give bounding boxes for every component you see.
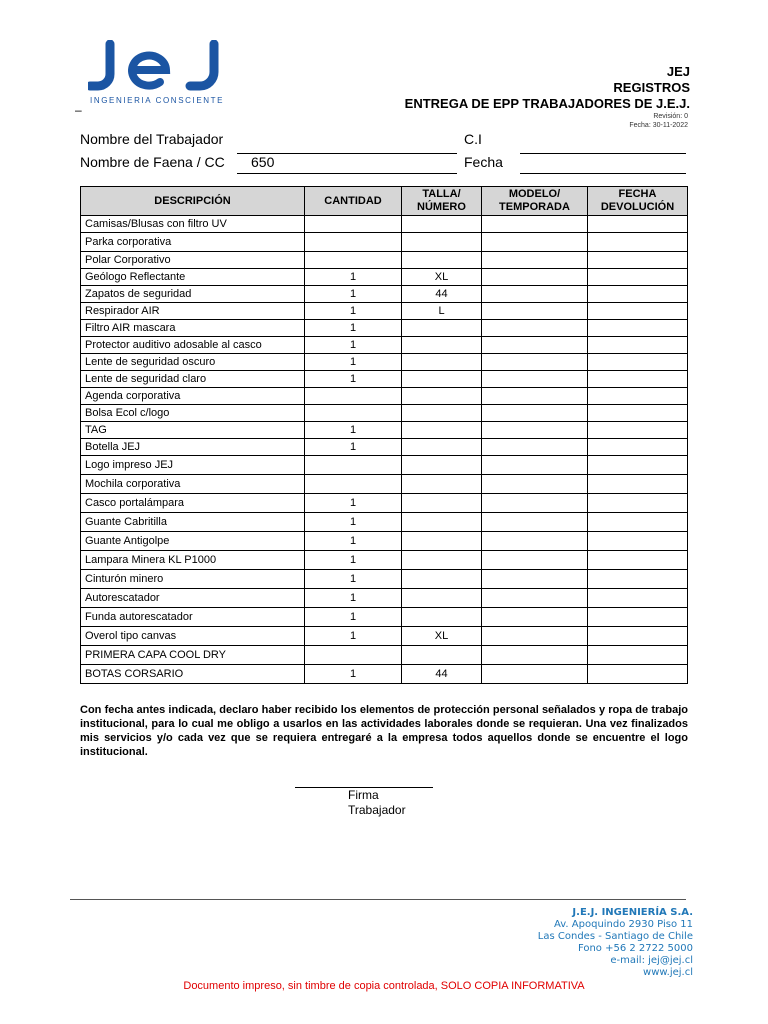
cell-fecha-devolucion[interactable]	[588, 513, 688, 532]
cell-modelo[interactable]	[482, 269, 588, 286]
table-row	[81, 252, 688, 269]
cell-talla[interactable]	[402, 513, 482, 532]
cell-cantidad[interactable]	[305, 475, 402, 494]
table-row	[81, 216, 688, 233]
cell-fecha-devolucion[interactable]	[588, 456, 688, 475]
cell-talla[interactable]	[402, 532, 482, 551]
cell-descripcion: Bolsa Ecol c/logo	[81, 405, 305, 422]
cell-modelo[interactable]	[482, 494, 588, 513]
table-row	[81, 337, 688, 354]
table-row	[81, 405, 688, 422]
cell-descripcion: Filtro AIR mascara	[81, 320, 305, 337]
table-row	[81, 422, 688, 439]
cell-fecha-devolucion[interactable]	[588, 551, 688, 570]
cell-cantidad[interactable]: 1	[305, 439, 402, 456]
cell-descripcion: BOTAS CORSARIO	[81, 665, 305, 684]
cell-fecha-devolucion[interactable]	[588, 422, 688, 439]
cell-cantidad[interactable]	[305, 252, 402, 269]
cell-talla[interactable]: XL	[402, 627, 482, 646]
cell-talla[interactable]	[402, 422, 482, 439]
cell-modelo[interactable]	[482, 337, 588, 354]
revision-date: Fecha: 30-11-2022	[629, 122, 688, 129]
cell-cantidad[interactable]: 1	[305, 337, 402, 354]
cell-fecha-devolucion[interactable]	[588, 388, 688, 405]
cell-descripcion: Guante Cabritilla	[81, 513, 305, 532]
cell-modelo[interactable]	[482, 216, 588, 233]
col-header-talla: TALLA/ NÚMERO	[402, 187, 482, 216]
cell-cantidad[interactable]	[305, 646, 402, 665]
cell-talla[interactable]	[402, 354, 482, 371]
cell-cantidad[interactable]: 1	[305, 269, 402, 286]
table-row	[81, 608, 688, 627]
cell-fecha-devolucion[interactable]	[588, 646, 688, 665]
cell-fecha-devolucion[interactable]	[588, 371, 688, 388]
table-row	[81, 388, 688, 405]
cell-talla[interactable]	[402, 233, 482, 252]
table-row	[81, 320, 688, 337]
revision-number: Revisión: 0	[653, 113, 688, 120]
cell-talla[interactable]	[402, 371, 482, 388]
table-row	[81, 627, 688, 646]
cell-talla[interactable]	[402, 551, 482, 570]
col-header-fecha-devolucion: FECHA DEVOLUCIÓN	[588, 187, 688, 216]
footer-address-line1: Av. Apoquindo 2930 Piso 11	[554, 919, 693, 930]
cell-fecha-devolucion[interactable]	[588, 608, 688, 627]
cell-talla[interactable]: L	[402, 303, 482, 320]
cell-descripcion: Botella JEJ	[81, 439, 305, 456]
table-row	[81, 475, 688, 494]
footer-website[interactable]: www.jej.cl	[643, 967, 693, 978]
cell-talla[interactable]	[402, 405, 482, 422]
cell-fecha-devolucion[interactable]	[588, 216, 688, 233]
cell-descripcion: Funda autorescatador	[81, 608, 305, 627]
cell-cantidad[interactable]	[305, 456, 402, 475]
fecha-field[interactable]	[520, 173, 686, 174]
faena-field[interactable]	[237, 154, 457, 174]
cell-fecha-devolucion[interactable]	[588, 269, 688, 286]
table-row	[81, 570, 688, 589]
cell-descripcion: Lampara Minera KL P1000	[81, 551, 305, 570]
cell-fecha-devolucion[interactable]	[588, 494, 688, 513]
cell-modelo[interactable]	[482, 456, 588, 475]
table-row	[81, 646, 688, 665]
cell-fecha-devolucion[interactable]	[588, 439, 688, 456]
table-row	[81, 513, 688, 532]
cell-cantidad[interactable]: 1	[305, 371, 402, 388]
cell-cantidad[interactable]	[305, 233, 402, 252]
col-header-modelo: MODELO/ TEMPORADA	[482, 187, 588, 216]
cell-descripcion: Respirador AIR	[81, 303, 305, 320]
cell-descripcion: Protector auditivo adosable al casco	[81, 337, 305, 354]
cell-modelo[interactable]	[482, 513, 588, 532]
ci-label: C.I	[464, 131, 482, 147]
cell-talla[interactable]	[402, 337, 482, 354]
cell-talla[interactable]	[402, 216, 482, 233]
cell-fecha-devolucion[interactable]	[588, 475, 688, 494]
cell-modelo[interactable]	[482, 286, 588, 303]
table-row	[81, 269, 688, 286]
cell-cantidad[interactable]: 1	[305, 320, 402, 337]
table-row	[81, 439, 688, 456]
table-row	[81, 233, 688, 252]
cell-descripcion: Camisas/Blusas con filtro UV	[81, 216, 305, 233]
cell-talla[interactable]	[402, 570, 482, 589]
table-header-row	[81, 187, 688, 216]
table-row	[81, 532, 688, 551]
cell-talla[interactable]	[402, 608, 482, 627]
cell-descripcion: Guante Antigolpe	[81, 532, 305, 551]
cell-modelo[interactable]	[482, 354, 588, 371]
epp-table	[80, 186, 688, 684]
logo-tagline: INGENIERIA CONSCIENTE	[90, 96, 225, 105]
cell-modelo[interactable]	[482, 627, 588, 646]
col-header-descripcion: DESCRIPCIÓN	[81, 187, 305, 216]
cell-fecha-devolucion[interactable]	[588, 405, 688, 422]
cell-cantidad[interactable]: 1	[305, 494, 402, 513]
cell-fecha-devolucion[interactable]	[588, 589, 688, 608]
cell-descripcion: Lente de seguridad oscuro	[81, 354, 305, 371]
cell-modelo[interactable]	[482, 405, 588, 422]
footer-divider	[70, 899, 686, 900]
cell-descripcion: Lente de seguridad claro	[81, 371, 305, 388]
cell-fecha-devolucion[interactable]	[588, 570, 688, 589]
header-department: REGISTROS	[613, 80, 690, 95]
cell-talla[interactable]	[402, 252, 482, 269]
cell-cantidad[interactable]: 1	[305, 513, 402, 532]
cell-talla[interactable]	[402, 388, 482, 405]
cell-descripcion: Logo impreso JEJ	[81, 456, 305, 475]
footer-phone: Fono +56 2 2722 5000	[577, 943, 693, 954]
cell-talla[interactable]	[402, 494, 482, 513]
cell-talla[interactable]	[402, 646, 482, 665]
cell-talla[interactable]	[402, 456, 482, 475]
cell-modelo[interactable]	[482, 570, 588, 589]
footer-company: J.E.J. INGENIERÍA S.A.	[572, 907, 693, 918]
cell-fecha-devolucion[interactable]	[588, 233, 688, 252]
cell-fecha-devolucion[interactable]	[588, 627, 688, 646]
cell-talla[interactable]	[402, 475, 482, 494]
cell-descripcion: Cinturón minero	[81, 570, 305, 589]
cell-cantidad[interactable]: 1	[305, 589, 402, 608]
cell-fecha-devolucion[interactable]	[588, 252, 688, 269]
cell-talla[interactable]	[402, 320, 482, 337]
cell-modelo[interactable]	[482, 589, 588, 608]
cell-fecha-devolucion[interactable]	[588, 286, 688, 303]
table-row	[81, 371, 688, 388]
col-header-cantidad: CANTIDAD	[305, 187, 402, 216]
document-title: ENTREGA DE EPP TRABAJADORES DE J.E.J.	[404, 96, 690, 111]
declaration-text: Con fecha antes indicada, declaro haber recibido los elementos de protección personal señalados y ropa de trabajo institucional, para lo cual me obligo a usarlos en las actividades laborales donde se requieran. Una vez finalizados mis servicios y/o cada vez que se requiera entregaré a la empresa todos aquellos donde se encuentre el logo institucional.	[80, 704, 688, 758]
cell-modelo[interactable]	[482, 646, 588, 665]
logo-dash: –	[75, 103, 82, 117]
cell-modelo[interactable]	[482, 665, 588, 684]
table-row	[81, 354, 688, 371]
footer-address-line2: Las Condes - Santiago de Chile	[537, 931, 693, 942]
cell-cantidad[interactable]: 1	[305, 422, 402, 439]
table-row	[81, 494, 688, 513]
cell-talla[interactable]	[402, 439, 482, 456]
table-row	[81, 551, 688, 570]
cell-descripcion: Casco portalámpara	[81, 494, 305, 513]
table-row	[81, 665, 688, 684]
cell-descripcion: Agenda corporativa	[81, 388, 305, 405]
cell-talla[interactable]: 44	[402, 665, 482, 684]
signature-label-trabajador: Trabajador	[348, 803, 406, 817]
cell-cantidad[interactable]: 1	[305, 627, 402, 646]
cell-modelo[interactable]	[482, 532, 588, 551]
cell-descripcion: PRIMERA CAPA COOL DRY	[81, 646, 305, 665]
cell-talla[interactable]: 44	[402, 286, 482, 303]
cell-modelo[interactable]	[482, 303, 588, 320]
cell-descripcion: TAG	[81, 422, 305, 439]
cell-descripcion: Overol tipo canvas	[81, 627, 305, 646]
ci-field[interactable]	[520, 153, 686, 154]
faena-value: 650	[251, 154, 275, 170]
cell-talla[interactable]: XL	[402, 269, 482, 286]
fecha-label: Fecha	[464, 154, 503, 170]
cell-modelo[interactable]	[482, 233, 588, 252]
cell-fecha-devolucion[interactable]	[588, 532, 688, 551]
footer-email[interactable]: e-mail: jej@jej.cl	[610, 955, 693, 966]
cell-modelo[interactable]	[482, 388, 588, 405]
cell-cantidad[interactable]: 1	[305, 303, 402, 320]
cell-fecha-devolucion[interactable]	[588, 354, 688, 371]
cell-cantidad[interactable]: 1	[305, 665, 402, 684]
table-row	[81, 303, 688, 320]
table-row	[81, 589, 688, 608]
cell-cantidad[interactable]	[305, 216, 402, 233]
faena-label: Nombre de Faena / CC	[80, 154, 225, 170]
cell-cantidad[interactable]	[305, 388, 402, 405]
cell-modelo[interactable]	[482, 439, 588, 456]
cell-modelo[interactable]	[482, 320, 588, 337]
cell-fecha-devolucion[interactable]	[588, 337, 688, 354]
worker-name-label: Nombre del Trabajador	[80, 131, 224, 147]
cell-talla[interactable]	[402, 589, 482, 608]
table-row	[81, 286, 688, 303]
cell-descripcion: Polar Corporativo	[81, 252, 305, 269]
signature-label-firma: Firma	[348, 788, 379, 802]
table-row	[81, 456, 688, 475]
cell-cantidad[interactable]: 1	[305, 286, 402, 303]
cell-fecha-devolucion[interactable]	[588, 303, 688, 320]
cell-modelo[interactable]	[482, 608, 588, 627]
cell-cantidad[interactable]: 1	[305, 608, 402, 627]
cell-descripcion: Mochila corporativa	[81, 475, 305, 494]
cell-cantidad[interactable]: 1	[305, 570, 402, 589]
cell-modelo[interactable]	[482, 422, 588, 439]
copy-disclaimer: Documento impreso, sin timbre de copia controlada, SOLO COPIA INFORMATIVA	[183, 980, 585, 992]
cell-modelo[interactable]	[482, 252, 588, 269]
cell-fecha-devolucion[interactable]	[588, 320, 688, 337]
cell-fecha-devolucion[interactable]	[588, 665, 688, 684]
cell-modelo[interactable]	[482, 371, 588, 388]
jej-logo-mark	[88, 40, 228, 96]
header-company: JEJ	[666, 64, 690, 79]
cell-cantidad[interactable]	[305, 405, 402, 422]
cell-descripcion: Parka corporativa	[81, 233, 305, 252]
cell-descripcion: Geólogo Reflectante	[81, 269, 305, 286]
cell-cantidad[interactable]: 1	[305, 551, 402, 570]
cell-cantidad[interactable]: 1	[305, 354, 402, 371]
cell-descripcion: Autorescatador	[81, 589, 305, 608]
cell-descripcion: Zapatos de seguridad	[81, 286, 305, 303]
cell-modelo[interactable]	[482, 551, 588, 570]
cell-cantidad[interactable]: 1	[305, 532, 402, 551]
cell-modelo[interactable]	[482, 475, 588, 494]
